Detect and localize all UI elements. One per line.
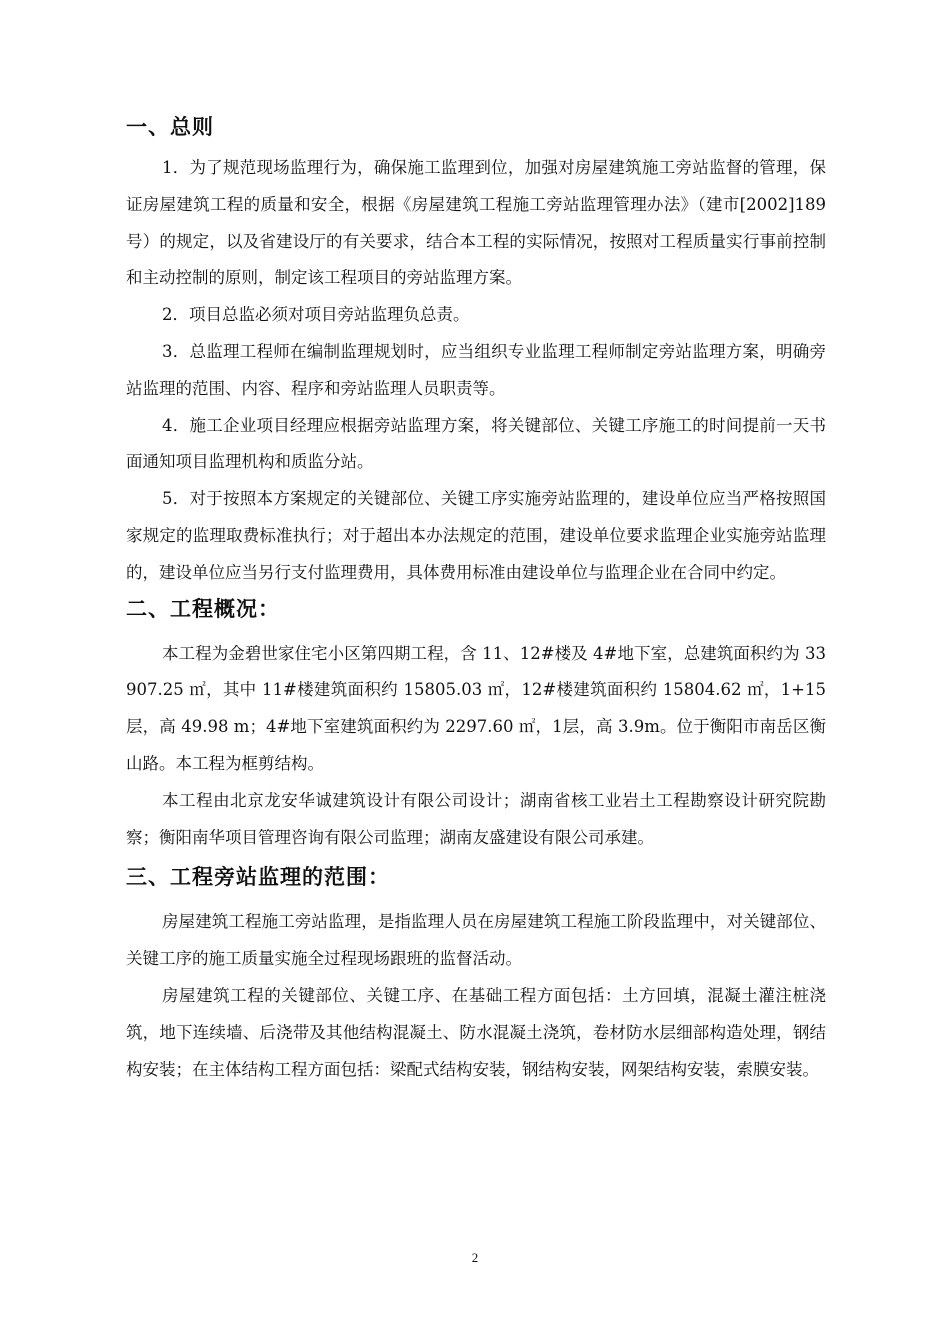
overview-paragraph-2: 本工程由北京龙安华诚建筑设计有限公司设计；湖南省核工业岩土工程勘察设计研究院勘察；衡阳南华项目管理咨询有限公司监理；湖南友盛建设有限公司承建。 <box>126 790 826 847</box>
overview-paragraph-1: 本工程为金碧世家住宅小区第四期工程，含 11、12#楼及 4#地下室，总建筑面积约为 33907.25 ㎡，其中 11#楼建筑面积约 15805.03 ㎡，12#楼建筑面积约 15804.62 ㎡，1+15层，高 49.98 m；4#地下室建筑面积约为 2297.60 ㎡，1层，高 3.9m。位于衡阳市南岳区衡山路。本工程为框剪结构。 <box>126 643 826 773</box>
scope-paragraph-1: 房屋建筑工程施工旁站监理，是指监理人员在房屋建筑工程施工阶段监理中，对关键部位、关键工序的施工质量实施全过程现场跟班的监督活动。 <box>126 912 826 969</box>
document-body <box>126 112 826 1088</box>
general-paragraph-3: 3．总监理工程师在编制监理规划时，应当组织专业监理工程师制定旁站监理方案，明确旁站监理的范围、内容、程序和旁站监理人员职责等。 <box>126 341 826 398</box>
section-heading-general: 一、总则 <box>126 114 214 139</box>
section-heading-scope: 三、工程旁站监理的范围： <box>126 864 390 890</box>
page-number: 2 <box>471 1250 479 1265</box>
section-heading-overview: 二、工程概况： <box>126 595 280 621</box>
general-paragraph-1: 1．为了规范现场监理行为，确保施工监理到位，加强对房屋建筑施工旁站监督的管理，保证房屋建筑工程的质量和安全，根据《房屋建筑工程施工旁站监理管理办法》（建市[2002]189号）的规定，以及省建设厅的有关要求，结合本工程的实际情况，按照对工程质量实行事前控制和主动控制的原则，制定该工程项目的旁站监理方案。 <box>126 158 826 288</box>
general-paragraph-5: 5．对于按照本方案规定的关键部位、关键工序实施旁站监理的，建设单位应当严格按照国家规定的监理取费标准执行；对于超出本办法规定的范围，建设单位要求监理企业实施旁站监理的，建设单位应当另行支付监理费用，具体费用标准由建设单位与监理企业在合同中约定。 <box>126 489 826 582</box>
scope-paragraph-2: 房屋建筑工程的关键部位、关键工序、在基础工程方面包括：土方回填，混凝土灌注桩浇筑，地下连续墙、后浇带及其他结构混凝土、防水混凝土浇筑，卷材防水层细部构造处理，钢结构安装；在主体结构工程方面包括：梁配式结构安装，钢结构安装，网架结构安装，索膜安装。 <box>126 985 826 1079</box>
general-paragraph-4: 4．施工企业项目经理应根据旁站监理方案，将关键部位、关键工序施工的时间提前一天书面通知项目监理机构和质监分站。 <box>126 415 826 472</box>
general-paragraph-2: 2．项目总监必须对项目旁站监理负总责。 <box>162 305 470 325</box>
